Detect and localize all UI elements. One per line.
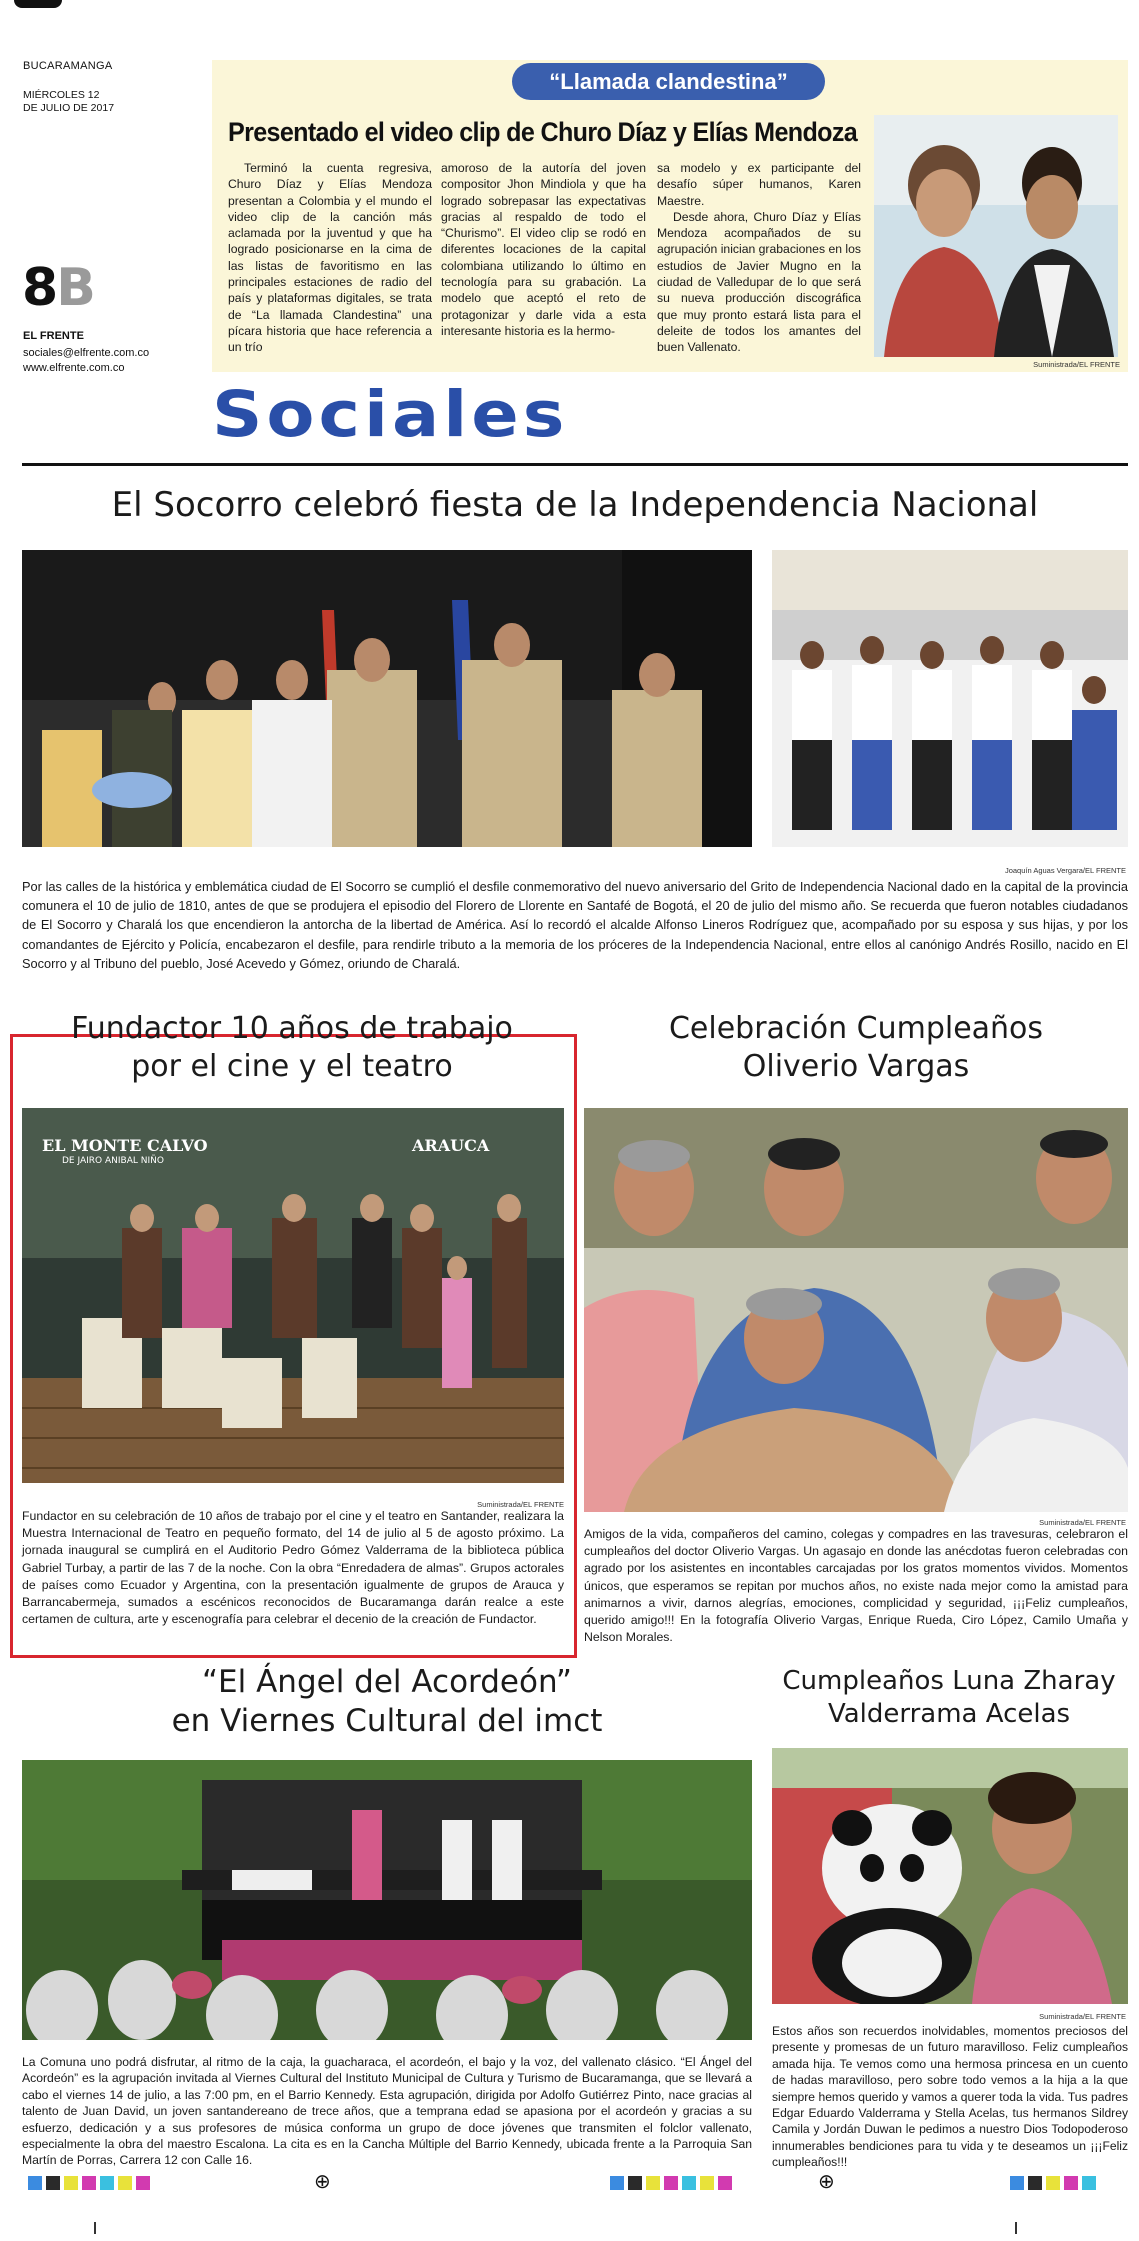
color-bar-right xyxy=(1010,2176,1100,2190)
oliverio-text: Amigos de la vida, compañeros del camino, colegas y compadres en las travesuras, celebraron el cumpleaños del doctor Oliverio Vargas. Un agasajo en donde las anécdotas fueron celebradas con agrado por los asistentes en incontables carcajadas por los gratos momentos vividos. Momentos únicos, que esperamos se repitan por muchos años, no existe nada mejor como la amistad para animarnos a vivir, darnos alegrías, emociones, complicidad y seguridad, ¡¡¡Feliz cumpleaños, querido amigo!!! En la fotografía Oliverio Vargas, Enrique Rueda, Ciro López, Camilo Umaña y Nelson Morales. xyxy=(584,1527,1128,1645)
socorro-dancers-photo xyxy=(772,550,1128,847)
oliverio-photo-credit: Suministrada/EL FRENTE xyxy=(1039,1518,1126,1527)
bottom-tick-right xyxy=(1015,2222,1017,2234)
top-story-col1: Terminó la cuenta regresiva, Churo Díaz y Elías Mendoza presentan a Colombia y el mundo el video clip de la canción más aclamada por la juventud y que ha logrado posicionarse en la cima de las listas de favoritismo en las principales estaciones de radio del país y plataformas digitales, se trata de “La llamada Clandestina” una pícara historia que hace referencia a un trío xyxy=(228,161,432,355)
angel-photo xyxy=(22,1760,752,2040)
oliverio-title-line2: Oliverio Vargas xyxy=(742,1048,970,1084)
top-story-col3b: Desde ahora, Churo Díaz y Elías Mendoza acompañados de su agrupación inician grabaciones en los estudios de Javier Mugno en la ciudad de Valledupar de lo que será su nueva producción discográfica que muy pronto estará lista para el deleite de todos los amantes del buen Vallenato. xyxy=(657,209,861,355)
fundactor-photo-credit: Suministrada/EL FRENTE xyxy=(477,1500,564,1509)
top-story-col3a: sa modelo y ex participante del desafío súper humanos, Karen Maestre. xyxy=(657,161,861,208)
header-city: BUCARAMANGA xyxy=(23,60,113,72)
fundactor-title-line2: por el cine y el teatro xyxy=(131,1048,453,1084)
angel-title-line1: “El Ángel del Acordeón” xyxy=(201,1664,572,1700)
angel-text: La Comuna uno podrá disfrutar, al ritmo de la caja, la guacharaca, el acordeón, el bajo y la voz, del vallenato clásico. “El Ángel del Acordeón” es la agrupación invitada al Viernes Cultural del Instituto Municipal de Cultura y Turismo de Bucaramanga, que se llevará a cabo el viernes 14 de julio, a las 7:00 pm, en el Barrio Kennedy. Esta agrupación, dirigida por Adolfo Gutiérrez Pinto, nace gracias al talento de Juan David, un joven santandereano de trece años, que a temprana edad se apasiona por el acordeón y gracias a su esfuerzo, dedicación y a sus profesores de música conforma un grupo de doce jóvenes que transmiten el folclor vallenato, especialmente la obra del maestro Escalona. La cita es en la Cancha Múltiple del Barrio Kennedy, ubicada frente a la Parroquia San Martín de Porras, Carrera 12 con Calle 16. xyxy=(22,2055,752,2168)
page-letter: B xyxy=(56,258,94,318)
banner-rule xyxy=(22,463,1128,466)
top-story-headline: Presentado el video clip de Churo Díaz y Elías Mendoza xyxy=(228,117,858,147)
singers-photo xyxy=(874,115,1118,357)
oliverio-title-line1: Celebración Cumpleaños xyxy=(668,1011,1044,1046)
bottom-tick-left xyxy=(94,2222,96,2234)
sociales-banner: Sociales xyxy=(212,377,569,452)
angel-title xyxy=(22,1663,752,1741)
paper-email: sociales@elfrente.com.co xyxy=(23,347,150,359)
socorro-photo-credit: Joaquín Aguas Vergara/EL FRENTE xyxy=(1004,866,1126,875)
registration-mark-left: ⊕ xyxy=(314,2171,331,2193)
fundactor-title xyxy=(22,1010,562,1085)
luna-title-line2: Valderrama Acelas xyxy=(827,1698,1071,1729)
oliverio-title xyxy=(584,1010,1128,1085)
socorro-main-photo xyxy=(22,550,752,847)
luna-photo-credit: Suministrada/EL FRENTE xyxy=(1039,2012,1126,2021)
top-edge-tab xyxy=(14,0,62,8)
socorro-text: Por las calles de la histórica y emblemática ciudad de El Socorro se cumplió el desfile conmemorativo del nuevo aniversario del Grito de Independencia Nacional dado en la capital de la provincia comunera el 10 de julio de 1810, antes de que se produjera el episodio del Florero de Llorente en Santafé de Bogotá, el 20 de julio del mismo año. Se recuerda que fueron notables ciudadanos de El Socorro y Charalá los que encendieron la antorcha de la libertad de América. Así lo recordó el alcalde Alfonso Lineros Rodríguez que, acompañado por su esposa y sus hijas, y por los comandantes de Ejército y Policía, encabezaron el desfile, para rendirle tributo a la memoria de los próceres de la Independencia Nacional, entre ellos al canónigo Andrés Rosillo, nacido en El Socorro y al Tribuno del pueblo, José Acevedo y Gómez, oriundo de Charalá. xyxy=(22,879,1128,971)
registration-mark-right: ⊕ xyxy=(818,2171,835,2193)
top-story-kicker: “Llamada clandestina” xyxy=(512,63,825,100)
top-story-col2: amoroso de la autoría del joven compositor Jhon Mindiola y que ha logrado sobrepasar las expectativas gracias al respaldo de todo el “Churismo”. El video clip se rodó en diferentes locaciones de la capital colombiana utilizando lo último en tecnología para su grabación. La modelo que aceptó el reto de protagonizar y darle vida a esta interesante historia es la hermo- xyxy=(441,161,646,338)
luna-photo xyxy=(772,1748,1128,2004)
fundactor-banner-sub: DE JAIRO ANIBAL NIÑO xyxy=(62,1156,164,1166)
fundactor-photo xyxy=(22,1108,564,1483)
page-number xyxy=(22,258,94,318)
singers-photo-credit: Suministrada/EL FRENTE xyxy=(1033,360,1120,369)
socorro-title: El Socorro celebró fiesta de la Independencia Nacional xyxy=(111,485,1039,525)
header-date: DE JULIO DE 2017 xyxy=(23,102,115,114)
fundactor-banner-right: ARAUCA xyxy=(412,1136,490,1155)
paper-name: EL FRENTE xyxy=(23,330,84,342)
top-story-col3 xyxy=(657,160,861,356)
angel-title-line2: en Viernes Cultural del imct xyxy=(171,1702,603,1739)
luna-title xyxy=(770,1665,1128,1730)
color-bar-center xyxy=(610,2176,736,2190)
luna-title-line1: Cumpleaños Luna Zharay xyxy=(782,1666,1116,1696)
color-bar-left xyxy=(28,2176,154,2190)
luna-text: Estos años son recuerdos inolvidables, momentos preciosos del presente y promesas de un futuro maravilloso. Feliz cumpleaños amada hija. Te vemos como una hermosa princesa en un cuento de hadas maravilloso, pero sobre todo vemos a la hija a la que siempre hemos querido y vamos a querer toda la vida. Tus padres Edgar Eduardo Valderrama y Stella Acelas, tus hermanos Sildrey Camila y Jordán Duwan le pedimos a nuestro Dios Todopoderoso innumerables bendiciones para tu vida y te deseamos un ¡¡¡Feliz cumpleaños!!! xyxy=(772,2024,1128,2170)
header-day: MIÉRCOLES 12 xyxy=(23,89,100,101)
fundactor-banner-left: EL MONTE CALVO xyxy=(42,1136,208,1155)
page-number-digit: 8 xyxy=(22,258,57,318)
paper-website: www.elfrente.com.co xyxy=(23,362,125,374)
oliverio-photo xyxy=(584,1108,1128,1512)
fundactor-title-line1: Fundactor 10 años de trabajo xyxy=(71,1011,513,1046)
fundactor-text: Fundactor en su celebración de 10 años de trabajo por el cine y el teatro en Santander, realizara la Muestra Internacional de Teatro en pequeño formato, del 14 de julio al 5 de agosto próximo. La jornada inaugural se cumplirá en el Auditorio Pedro Gómez Valderrama de la biblioteca pública Gabriel Turbay, a partir de las 7 de la noche. Con la obra “Enredadera de almas”. Grupos actorales de países como Ecuador y Argentina, con la presentación igualmente de grupos de Arauca y Barrancabermeja, sumados a escénicos reconocidos de Bucaramanga darán realce a este certamen de cultura, arte y escenografía para celebrar el decenio de la creación de Fundactor. xyxy=(22,1509,564,1627)
